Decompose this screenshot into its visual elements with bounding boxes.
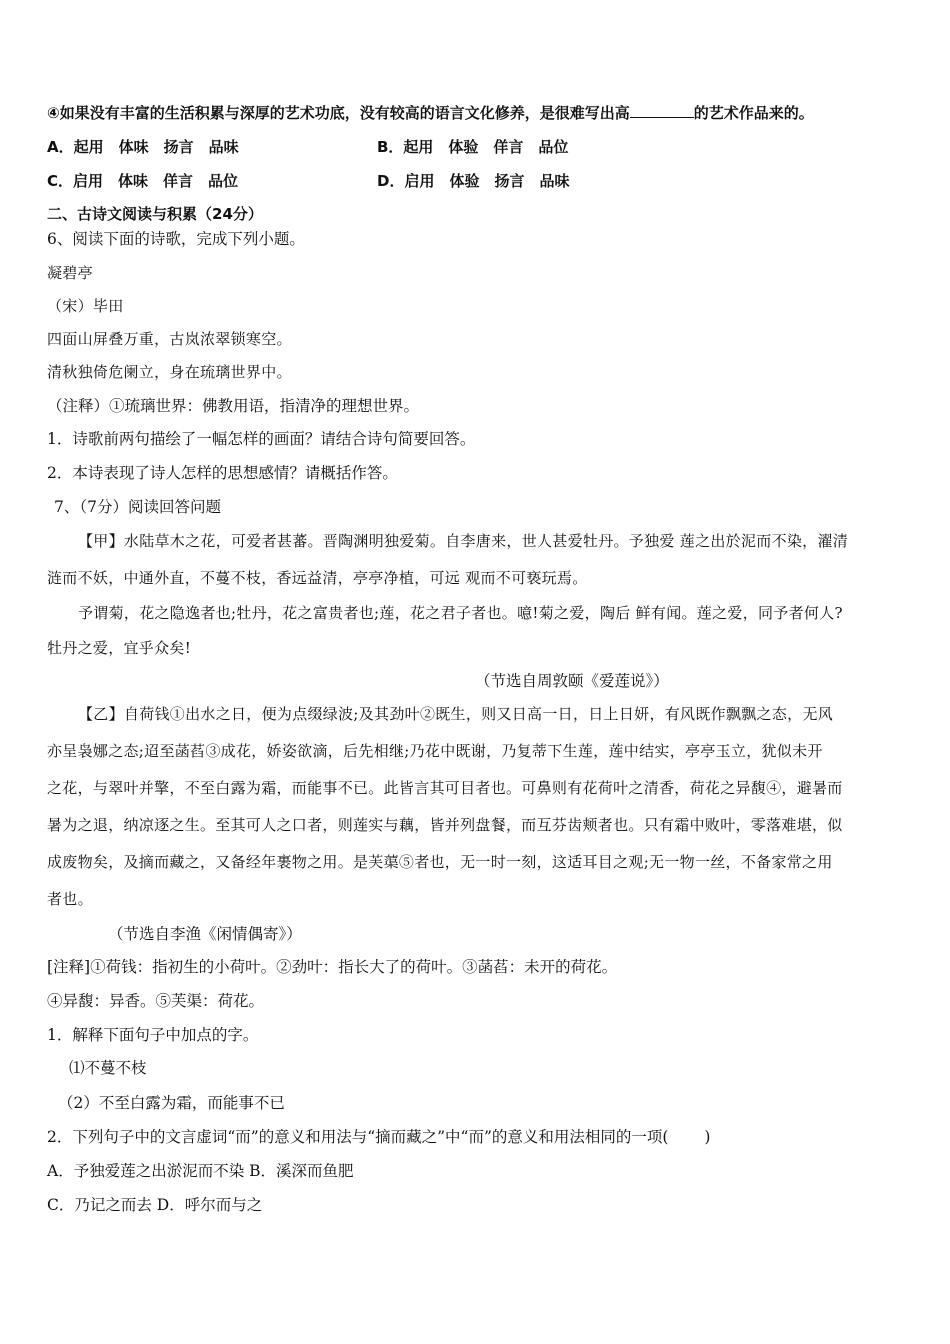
yi-line-2: 亦呈袅娜之态;迢至菡萏③成花，娇姿欲滴，后先相继;乃花中既谢，乃复蒂下生莲，莲中结实，亭亭玉立，犹似未开 — [47, 742, 823, 760]
poem-author: （宋）毕田 — [47, 297, 124, 315]
q7-options-ab: A．予独爱莲之出淤泥而不染 B．溪深而鱼肥 — [47, 1162, 354, 1180]
yi-line-3: 之花，与翠叶并擎，不至白露为霜，而能事不已。此皆言其可目者也。可鼻则有花荷叶之清香，荷花之异馥④，避暑而 — [47, 779, 843, 797]
yi-line-4: 暑为之退，纳凉逐之生。至其可人之口者，则莲实与藕，皆并列盘餐，而互芬齿颊者也。只有霜中败叶，零落难堪，似 — [47, 816, 843, 834]
yi-line-1: 【乙】自荷钱①出水之日，便为点缀绿波;及其劲叶②既生，则又日高一日，日上日妍，有风既作飘飘之态，无风 — [78, 705, 834, 723]
q5-item4-tail: 的艺术作品来的。 — [693, 104, 814, 122]
yi-line-6: 者也。 — [47, 890, 93, 908]
jia-source: （节选自周敦颐《爱莲说》） — [475, 672, 669, 690]
section2-title: 二、古诗文阅读与积累（24分） — [47, 205, 263, 223]
option-c: C．启用 体味 佯言 品位 — [47, 172, 239, 190]
q6-sub1: 1．诗歌前两句描绘了一幅怎样的画面？请结合诗句简要回答。 — [47, 430, 476, 448]
jia-line-1: 【甲】水陆草木之花，可爱者甚蕃。晋陶渊明独爱菊。自李唐来，世人甚爱牡丹。予独爱 莲之出於泥而不染，濯清 — [78, 532, 849, 550]
notes-line-1: [注释]①荷钱：指初生的小荷叶。②劲叶：指长大了的荷叶。③菡萏：未开的荷花。 — [47, 958, 618, 976]
q7-intro: 7、（7分）阅读回答问题 — [54, 498, 221, 516]
option-b: B．起用 体验 佯言 品位 — [377, 138, 569, 156]
jia-line-3: 予谓菊，花之隐逸者也;牡丹，花之富贵者也;莲，花之君子者也。噫!菊之爱，陶后 鲜有闻。莲之爱，同予者何人? — [78, 604, 843, 622]
yi-line-5: 成废物矣，及摘而藏之，又备经年裹物之用。是芙蕖⑤者也，无一时一刻，这适耳目之观;无一物一丝，不备家常之用 — [47, 853, 833, 871]
poem-line-2: 清秋独倚危阑立，身在琉璃世界中。 — [47, 363, 292, 381]
poem-note: （注释）①琉璃世界：佛教用语，指清净的理想世界。 — [47, 397, 420, 415]
option-d: D．启用 体验 扬言 品味 — [377, 172, 570, 190]
q6-intro: 6、阅读下面的诗歌，完成下列小题。 — [47, 230, 305, 248]
q5-item4 — [47, 103, 814, 123]
q7-options-cd: C．乃记之而去 D．呼尔而与之 — [47, 1196, 263, 1214]
option-a: A．起用 体味 扬言 品味 — [47, 138, 239, 156]
q7-sub1: 1．解释下面句子中加点的字。 — [47, 1026, 259, 1044]
q7-sub2: 2．下列句子中的文言虚词“而”的意义和用法与“摘而藏之”中“而”的意义和用法相同的一项( ) — [47, 1128, 711, 1146]
q7-sub1-item2: （2）不至白露为霜，而能事不已 — [58, 1094, 285, 1112]
poem-line-1: 四面山屏叠万重，古岚浓翠锁寒空。 — [47, 330, 292, 348]
q5-item4-text: ④如果没有丰富的生活积累与深厚的艺术功底，没有较高的语言文化修养，是很难写出高 — [47, 104, 630, 122]
q7-sub1-item1: ⑴不蔓不枝 — [69, 1059, 147, 1077]
yi-source: （节选自李渔《闲情偶寄》） — [108, 925, 302, 943]
jia-line-4: 牡丹之爱，宜乎众矣! — [47, 639, 192, 657]
jia-line-2: 涟而不妖，中通外直，不蔓不枝，香远益清，亭亭净植，可远 观而不可亵玩焉。 — [47, 569, 588, 587]
poem-title: 凝碧亭 — [47, 264, 93, 282]
answer-blank — [630, 103, 694, 118]
notes-line-2: ④异馥：异香。⑤芙渠：荷花。 — [47, 992, 265, 1010]
q6-sub2: 2．本诗表现了诗人怎样的思想感情？请概括作答。 — [47, 464, 398, 482]
